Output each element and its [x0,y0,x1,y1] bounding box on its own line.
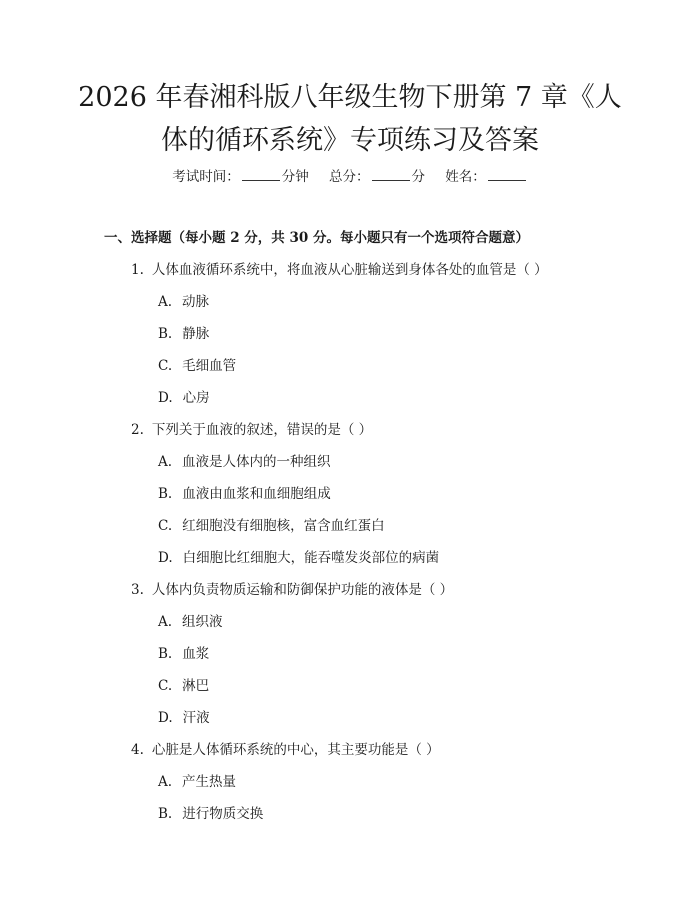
option-item [158,643,700,675]
option-text: 产生热量 [182,774,237,790]
option-letter: C. [158,358,173,374]
question-text: 下列关于血液的叙述，错误的是（ ） [151,422,373,438]
question-number: 1. [131,262,144,278]
option-letter: C. [158,678,173,694]
option-item [158,675,700,707]
option-text: 静脉 [182,326,210,342]
option-item [158,323,700,355]
option-text: 血浆 [182,646,210,662]
question-stem [131,259,700,291]
total-score-blank [372,168,410,181]
question-text: 人体内负责物质运输和防御保护功能的液体是（ ） [151,582,454,598]
option-text: 毛细血管 [182,358,237,374]
question-number: 4. [131,742,144,758]
page-title [60,76,640,162]
student-name-blank [488,168,526,181]
total-score-label: 总分： [329,169,370,185]
exam-time-blank [242,168,280,181]
total-score-unit: 分 [411,169,425,185]
question-list [0,259,700,835]
option-item [158,547,700,579]
option-letter: D. [158,710,173,726]
option-letter: D. [158,390,173,406]
option-letter: C. [158,518,173,534]
option-text: 汗液 [182,710,210,726]
option-item [158,611,700,643]
option-text: 进行物质交换 [182,806,264,822]
option-letter: D. [158,550,173,566]
option-letter: B. [158,486,173,502]
question-stem [131,579,700,611]
option-text: 血液是人体内的一种组织 [182,454,331,470]
option-letter: B. [158,326,173,342]
title-line-2: 体的循环系统》专项练习及答案 [161,125,539,156]
exam-time-field [172,169,313,185]
question-stem [131,419,700,451]
question-number: 3. [131,582,144,598]
option-text: 动脉 [182,294,210,310]
option-text: 血液由血浆和血细胞组成 [182,486,331,502]
option-letter: A. [158,294,173,310]
title-line-1: 2026 年春湘科版八年级生物下册第 7 章《人 [78,82,622,113]
option-item [158,483,700,515]
question-text: 人体血液循环系统中，将血液从心脏输送到身体各处的血管是（ ） [151,262,548,278]
student-name-label: 姓名： [445,169,486,185]
option-item [158,707,700,739]
option-letter: A. [158,454,173,470]
question-text: 心脏是人体循环系统的中心，其主要功能是（ ） [151,742,440,758]
option-text: 红细胞没有细胞核，富含血红蛋白 [182,518,385,534]
section-heading: 一、选择题（每小题 2 分，共 30 分。每小题只有一个选项符合题意） [104,230,529,246]
option-item [158,515,700,547]
option-item [158,771,700,803]
option-letter: A. [158,774,173,790]
option-letter: B. [158,806,173,822]
option-letter: A. [158,614,173,630]
total-score-field [329,169,429,185]
option-text: 心房 [182,390,210,406]
exam-info [0,166,700,188]
option-item [158,451,700,483]
option-item [158,355,700,387]
question-number: 2. [131,422,144,438]
exam-time-unit: 分钟 [281,169,309,185]
option-text: 组织液 [182,614,223,630]
question-stem [131,739,700,771]
student-name-field [445,169,528,185]
exam-time-label: 考试时间： [172,169,240,185]
option-letter: B. [158,646,173,662]
option-item [158,291,700,323]
option-item [158,803,700,835]
option-text: 白细胞比红细胞大，能吞噬发炎部位的病菌 [182,550,440,566]
option-item [158,387,700,419]
option-text: 淋巴 [182,678,210,694]
